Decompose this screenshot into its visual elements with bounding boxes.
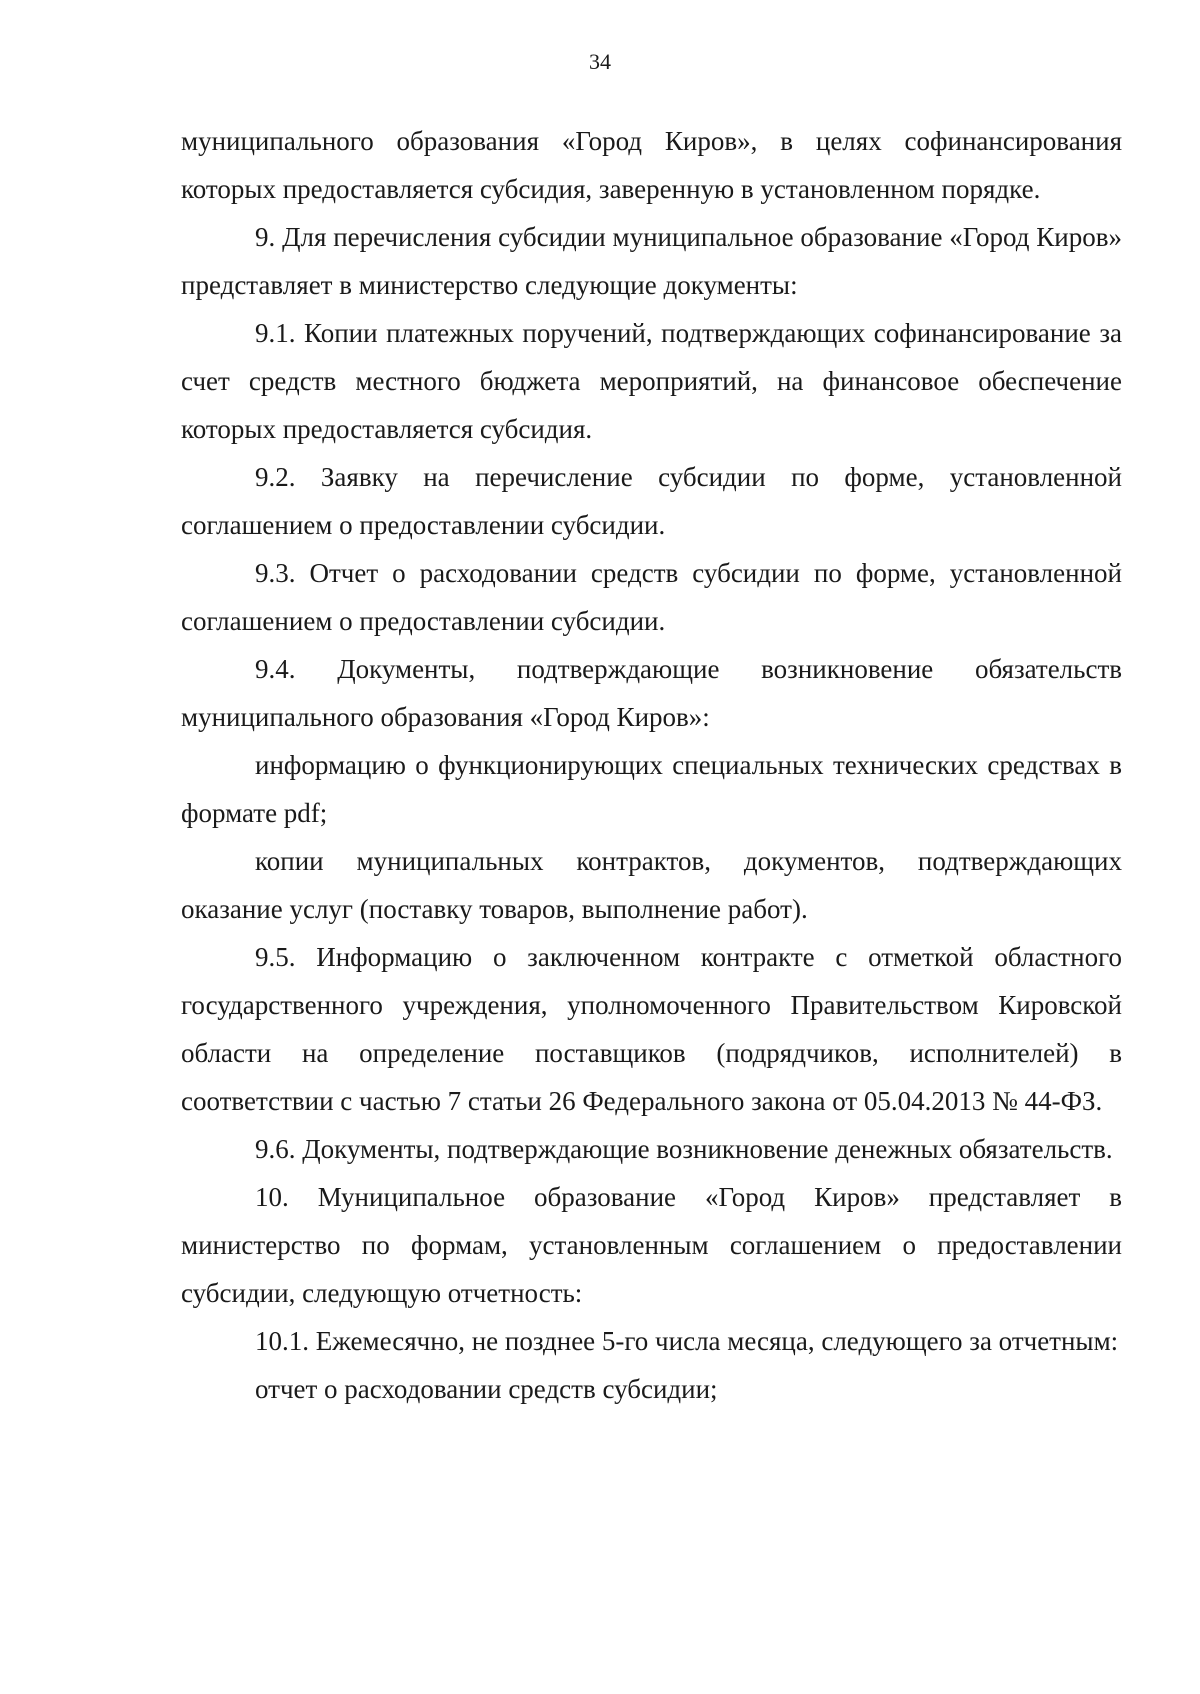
paragraph-item-10-1: 10.1. Ежемесячно, не позднее 5-го числа месяца, следующего за отчетным: <box>255 1326 1119 1356</box>
paragraph-item-9-3: 9.3. Отчет о расходовании средств субсидии по форме, установленной соглашением о предоставлении субсидии. <box>181 558 1122 636</box>
page-number: 34 <box>589 49 611 74</box>
paragraph-item-9-4: 9.4. Документы, подтверждающие возникновение обязательств муниципального образования «Город Киров»: <box>181 654 1122 732</box>
paragraph-item-9-6: 9.6. Документы, подтверждающие возникновение денежных обязательств. <box>255 1134 1113 1164</box>
paragraph-item-9-1: 9.1. Копии платежных поручений, подтверждающих софинансирование за счет средств местного бюджета мероприятий, на финансовое обеспечение которых предоставляется субсидия. <box>181 318 1122 444</box>
paragraph-continuation: муниципального образования «Город Киров», в целях софинансирования которых предоставляется субсидия, заверенную в установленном порядке. <box>181 126 1122 204</box>
paragraph-item-10: 10. Муниципальное образование «Город Киров» представляет в министерство по формам, установленным соглашением о предоставлении субсидии, следующую отчетность: <box>181 1182 1122 1308</box>
paragraph-subitem-information: информацию о функционирующих специальных технических средствах в формате pdf; <box>181 750 1122 828</box>
paragraph-subitem-report: отчет о расходовании средств субсидии; <box>255 1374 718 1404</box>
paragraph-subitem-contracts: копии муниципальных контрактов, документов, подтверждающих оказание услуг (поставку товаров, выполнение работ). <box>181 846 1122 924</box>
paragraph-item-9-5: 9.5. Информацию о заключенном контракте с отметкой областного государственного учреждения, уполномоченного Правительством Кировской области на определение поставщиков (подрядчиков, исполнителей) в соответствии с частью 7 статьи 26 Федерального закона от 05.04.2013 № 44-ФЗ. <box>181 942 1122 1116</box>
document-body <box>181 117 1122 1413</box>
paragraph-item-9: 9. Для перечисления субсидии муниципальное образование «Город Киров» представляет в министерство следующие документы: <box>181 222 1122 300</box>
paragraph-item-9-2: 9.2. Заявку на перечисление субсидии по форме, установленной соглашением о предоставлении субсидии. <box>181 462 1122 540</box>
